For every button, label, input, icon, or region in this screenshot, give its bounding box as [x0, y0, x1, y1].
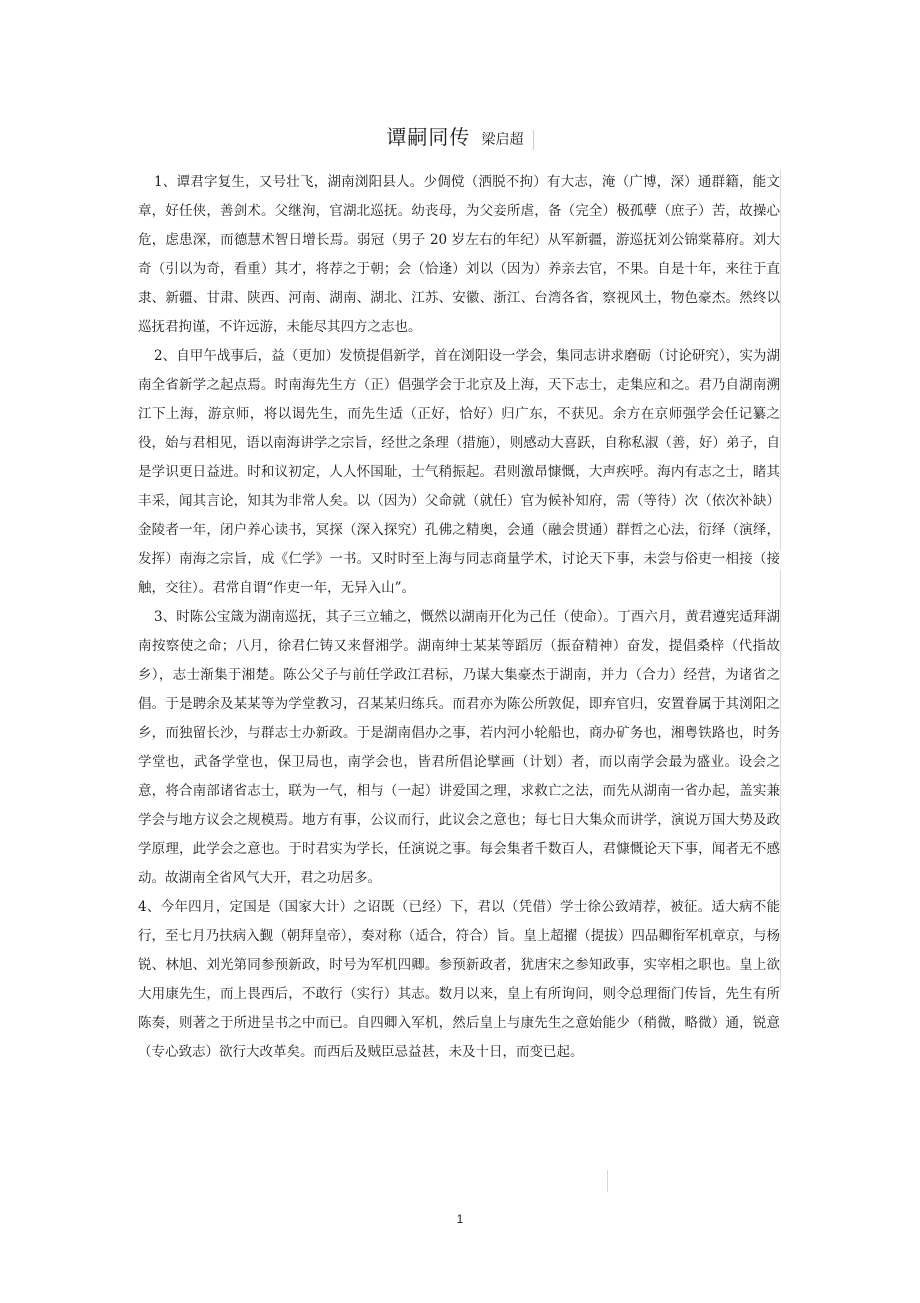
paragraph-4: [138, 893, 780, 1067]
document-title: 谭嗣同传: [386, 125, 471, 149]
page-number: 1: [456, 1212, 464, 1226]
document-author: 梁启超: [481, 132, 524, 148]
paragraph-2-text: 2、自甲午战事后，益（更加）发愤提倡新学，首在浏阳设一学会，集同志讲求磨砺（讨论研究），实为湖南全省新学之起点焉。时南海先生方（正）倡强学会于北京及上海，天下志士，走集应和之。君乃自湖南溯江下上海，游京师，将以谒先生，而先生适（正好，恰好）归广东，不获见。余方在京师强学会任记纂之役，始与君相见，语以南海讲学之宗旨，经世之条理（措施），则感动大喜跃，自称私淑（善，好）弟子，自是学识更日益进。时和议初定，人人怀国耻，士气稍振起。君则激昂慷慨，大声疾呼。海内有志之士，睹其丰采，闻其言论，知其为非常人矣。以（因为）父命就（就任）官为候补知府，需（等待）次（依次补缺）金陵者一年，闭户养心读书，冥探（深入探究）孔佛之精奥，会通（融会贯通）群哲之心法，衍绎（演绎，发挥）南海之宗旨，成《仁学》一书。又时时至上海与同志商量学术，讨论天下事，未尝与俗吏一相接（接触，交往）。君常自谓“作吏一年，无异入山”。: [138, 348, 780, 596]
paragraph-3: [138, 603, 780, 893]
title-guide-line: [533, 130, 534, 150]
margin-guide-line: [607, 1170, 608, 1192]
margin-guide-line: [780, 170, 781, 550]
paragraph-1: [138, 168, 780, 342]
paragraph-3-text: 3、时陈公宝箴为湖南巡抚，其子三立辅之，慨然以湖南开化为己任（使命）。丁酉六月，黄君遵宪适拜湖南按察使之命；八月，徐君仁铸又来督湘学。湖南绅士某某等蹈厉（振奋精神）奋发，提倡桑梓（代指故乡），志士渐集于湘楚。陈公父子与前任学政江君标，乃谋大集豪杰于湖南，并力（合力）经营，为诸省之倡。于是聘余及某某等为学堂教习，召某某归练兵。而君亦为陈公所敦促，即弃官归，安置眷属于其浏阳之乡，而独留长沙，与群志士办新政。于是湖南倡办之事，若内河小轮船也，商办矿务也，湘粤铁路也，时务学堂也，武备学堂也，保卫局也，南学会也，皆君所倡论擘画（计划）者，而以南学会最为盛业。设会之意，将合南部诸省志士，联为一气，相与（一起）讲爱国之理，求救亡之法，而先从湖南一省办起，盖实兼学会与地方议会之规模焉。地方有事，公议而行，此议会之意也；每七日大集众而讲学，演说万国大势及政学原理，此学会之意也。于时君实为学长，任演说之事。每会集者千数百人，君慷慨论天下事，闻者无不感动。故湖南全省风气大开，君之功居多。: [138, 609, 780, 886]
paragraph-2: [138, 342, 780, 603]
paragraph-4-text: 4、今年四月，定国是（国家大计）之诏既（已经）下，君以（凭借）学士徐公致靖荐，被征。适大病不能行，至七月乃扶病入觐（朝拜皇帝），奏对称（适合，符合）旨。皇上超擢（提拔）四品卿衔军机章京，与杨锐、林旭、刘光第同参预新政，时号为军机四卿。参预新政者，犹唐宋之参知政事，实宰相之职也。皇上欲大用康先生，而上畏西后，不敢行（实行）其志。数月以来，皇上有所询问，则令总理衙门传旨，先生有所陈奏，则著之于所进呈书之中而已。自四卿入军机，然后皇上与康先生之意始能少（稍微，略微）通，锐意（专心致志）欲行大改革矣。而西后及贼臣忌益甚，未及十日，而变已起。: [138, 899, 780, 1060]
paragraph-1-text: 1、谭君字复生，又号壮飞，湖南浏阳县人。少倜傥（洒脱不拘）有大志，淹（广博，深）通群籍，能文章，好任侠，善剑术。父继洵，官湖北巡抚。幼丧母，为父妾所虐，备（完全）极孤孽（庶子）苦，故操心危，虑患深，而德慧术智日增长焉。弱冠（男子 20 岁左右的年纪）从军新疆，游巡抚刘公锦棠幕府。刘大奇（引以为奇，看重）其才，将荐之于朝；会（恰逢）刘以（因为）养亲去官，不果。自是十年，来往于直隶、新疆、甘肃、陕西、河南、湖南、湖北、江苏、安徽、浙江、台湾各省，察视风土，物色豪杰。然终以巡抚君拘谨，不许远游，未能尽其四方之志也。: [138, 174, 780, 335]
article-body: [138, 168, 780, 1067]
margin-guide-line: [780, 570, 781, 990]
title-row: [0, 121, 920, 150]
